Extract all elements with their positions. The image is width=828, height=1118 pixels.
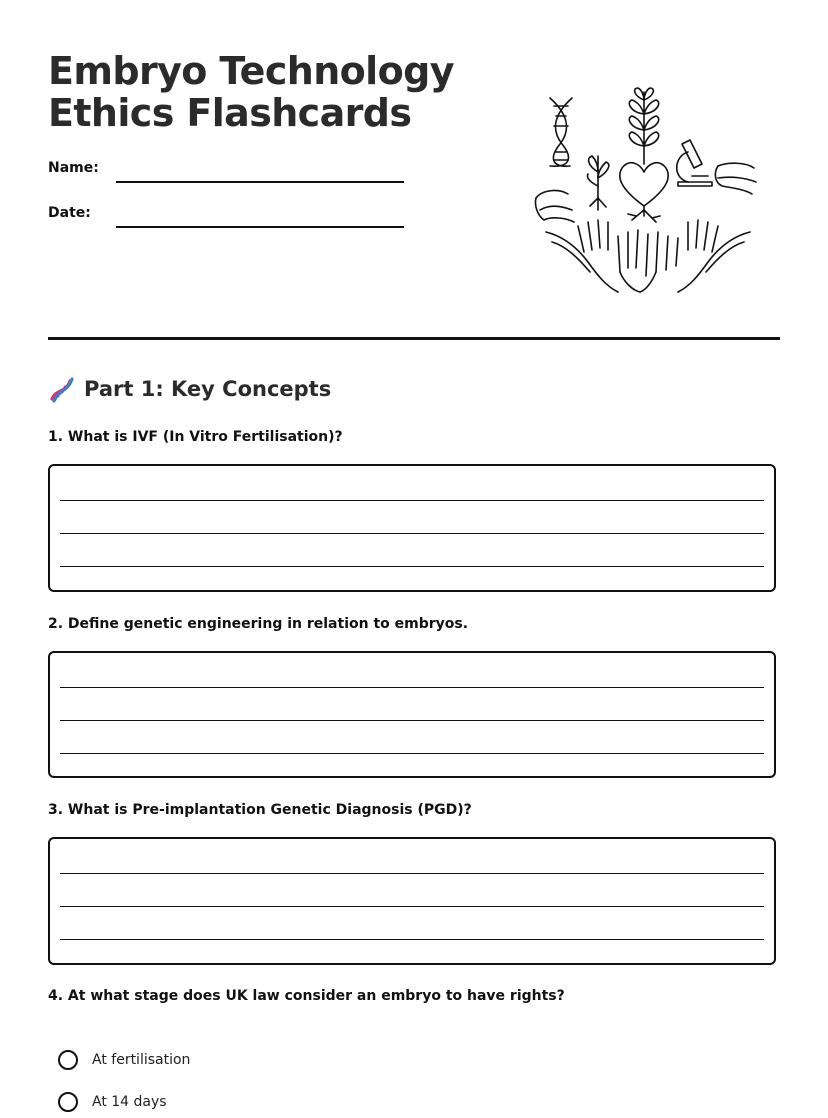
date-label: Date:: [48, 205, 91, 221]
option-label: At 14 days: [92, 1094, 167, 1110]
writing-line: [60, 906, 764, 907]
writing-line: [60, 939, 764, 940]
question-3: 3. What is Pre-implantation Genetic Diagnosis (PGD)?: [48, 802, 472, 818]
writing-line: [60, 720, 764, 721]
question-2: 2. Define genetic engineering in relation to embryos.: [48, 616, 469, 632]
option-at-fertilisation[interactable]: [58, 1050, 190, 1070]
question-1: 1. What is IVF (In Vitro Fertilisation)?: [48, 429, 343, 445]
writing-line: [60, 873, 764, 874]
answer-box-2[interactable]: [48, 651, 776, 778]
title-line-1: Embryo Technology: [48, 49, 454, 93]
microscope-icon: [677, 140, 712, 186]
answer-box-3[interactable]: [48, 837, 776, 965]
name-field[interactable]: [116, 181, 404, 183]
page-title: [48, 50, 454, 134]
question-4: 4. At what stage does UK law consider an embryo to have rights?: [48, 988, 565, 1004]
dna-emoji-icon: [48, 375, 76, 403]
radio-circle-icon[interactable]: [58, 1050, 78, 1070]
writing-line: [60, 533, 764, 534]
date-field[interactable]: [116, 226, 404, 228]
radio-circle-icon[interactable]: [58, 1092, 78, 1112]
dna-icon: [550, 98, 572, 166]
title-line-2: Ethics Flashcards: [48, 91, 412, 135]
header-illustration: [532, 86, 764, 300]
plant-heart-icon: [620, 88, 668, 222]
writing-line: [60, 500, 764, 501]
writing-line: [60, 687, 764, 688]
section-title-part1: [48, 372, 331, 406]
writing-line: [60, 566, 764, 567]
writing-line: [60, 753, 764, 754]
hands-icon: [546, 220, 750, 292]
option-label: At fertilisation: [92, 1052, 191, 1068]
name-label: Name:: [48, 160, 99, 176]
header-divider: [48, 337, 780, 340]
option-at-14-days[interactable]: [58, 1092, 167, 1112]
seedling-icon: [587, 156, 608, 210]
section-title-text: Part 1: Key Concepts: [84, 377, 332, 401]
answer-box-1[interactable]: [48, 464, 776, 592]
